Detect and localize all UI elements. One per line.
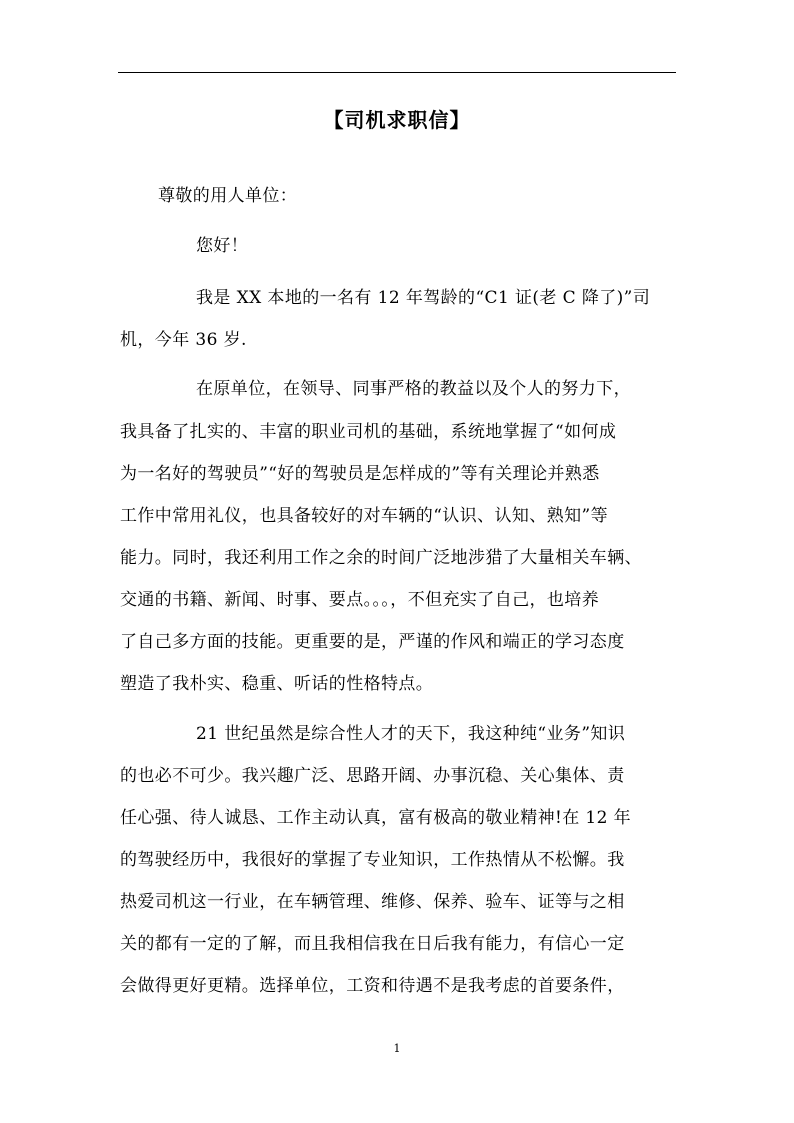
- page-number: 1: [393, 1042, 401, 1055]
- body-line: 关的都有一定的了解，而且我相信我在日后我有能力，有信心一定: [120, 934, 625, 954]
- body-line: 塑造了我朴实、稳重、听话的性格特点。: [120, 674, 434, 694]
- body-line: 的也必不可少。我兴趣广泛、思路开阔、办事沉稳、关心集体、责: [120, 766, 625, 786]
- body-line: 机，今年 36 岁.: [120, 330, 247, 350]
- body-line: 了自己多方面的技能。更重要的是，严谨的作风和端正的学习态度: [120, 632, 625, 652]
- body-line: 热爱司机这一行业，在车辆管理、维修、保养、验车、证等与之相: [120, 892, 625, 912]
- body-line: 工作中常用礼仪，也具备较好的对车辆的“认识、认知、熟知”等: [120, 506, 608, 526]
- body-line: 任心强、待人诚恳、工作主动认真，富有极高的敬业精神!在 12 年: [120, 808, 632, 828]
- greeting: 您好！: [196, 236, 249, 256]
- body-line: 交通的书籍、新闻、时事、要点。。。，不但充实了自己，也培养: [120, 590, 600, 610]
- body-line: 我是 XX 本地的一名有 12 年驾龄的“C1 证(老 C 降了)”司: [196, 288, 651, 308]
- header-rule: [118, 72, 676, 73]
- body-line: 21 世纪虽然是综合性人才的天下，我这种纯“业务”知识: [196, 724, 626, 744]
- body-line: 会做得更好更精。选择单位，工资和待遇不是我考虑的首要条件，: [120, 976, 625, 996]
- body-line: 我具备了扎实的、丰富的职业司机的基础，系统地掌握了“如何成: [120, 422, 617, 442]
- body-line: 能力。同时，我还利用工作之余的时间广泛地涉猎了大量相关车辆、: [120, 548, 642, 568]
- body-line: 在原单位，在领导、同事严格的教益以及个人的努力下，: [196, 379, 631, 399]
- page-title: 【司机求职信】: [323, 108, 471, 132]
- salutation: 尊敬的用人单位：: [158, 186, 298, 206]
- body-line: 的驾驶经历中，我很好的掌握了专业知识，工作热情从不松懈。我: [120, 850, 625, 870]
- body-line: 为一名好的驾驶员”“好的驾驶员是怎样成的”等有关理论并熟悉: [120, 464, 600, 484]
